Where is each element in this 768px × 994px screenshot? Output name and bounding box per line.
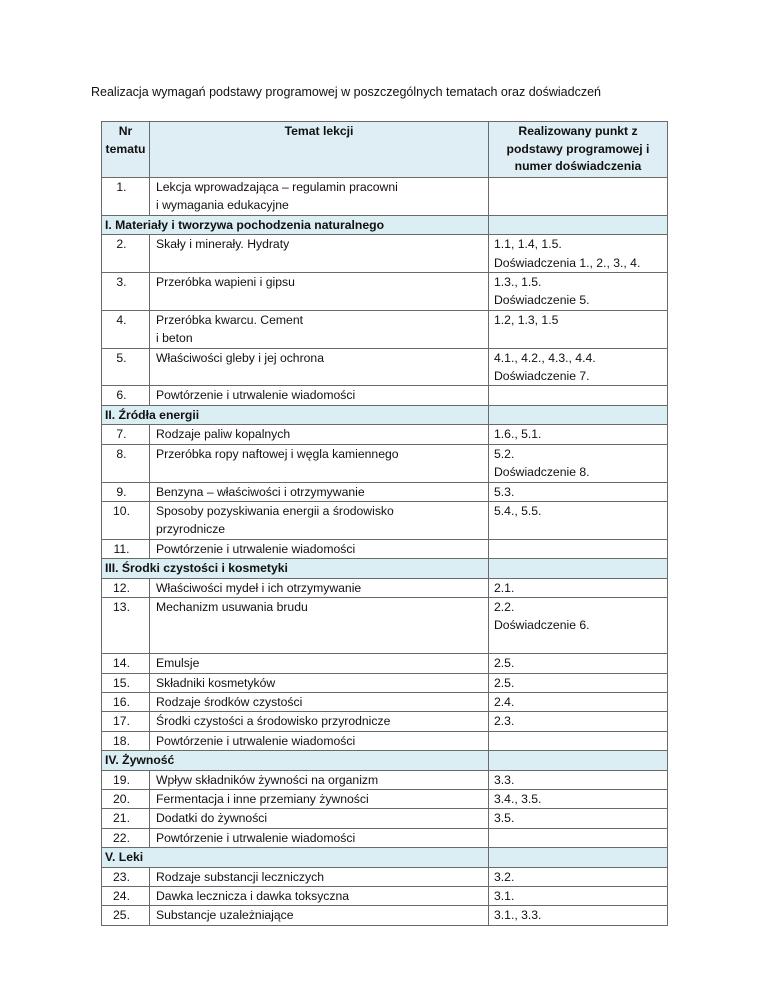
- topic-line: Powtórzenie i utrwalenie wiadomości: [156, 830, 356, 845]
- topic-cell: [150, 539, 489, 558]
- point-line: 2.3.: [494, 714, 515, 729]
- topic-number: 16.: [102, 692, 150, 711]
- section-point-cell: [489, 405, 668, 424]
- topic-line: i beton: [156, 331, 193, 346]
- table-row: [102, 887, 668, 906]
- point-line: 2.2.: [494, 599, 515, 614]
- topic-line: Mechanizm usuwania brudu: [156, 599, 308, 614]
- point-line: 3.1.: [494, 889, 515, 903]
- table-row: [102, 578, 668, 597]
- topic-line: Dodatki do żywności: [156, 811, 268, 826]
- table-header: [102, 122, 668, 178]
- section-row: [102, 559, 668, 578]
- point-cell: [489, 789, 668, 808]
- topic-number: 2.: [102, 235, 150, 273]
- table-row: [102, 501, 668, 539]
- section-point-cell: [489, 848, 668, 867]
- topic-cell: [150, 828, 489, 847]
- section-heading: II. Źródła energii: [102, 405, 489, 424]
- point-line: Doświadczenie 7.: [494, 369, 590, 384]
- topic-number: 12.: [102, 578, 150, 597]
- topic-cell: [150, 444, 489, 482]
- point-line: 3.5.: [494, 811, 515, 826]
- topic-number: 22.: [102, 828, 150, 847]
- table-row: [102, 654, 668, 673]
- table-row: [102, 597, 668, 653]
- point-cell: [489, 712, 668, 731]
- point-line: 3.2.: [494, 869, 515, 884]
- topic-number: 24.: [102, 887, 150, 906]
- table-row: [102, 712, 668, 731]
- topic-cell: [150, 425, 489, 444]
- topic-line: Powtórzenie i utrwalenie wiadomości: [156, 388, 356, 403]
- topic-cell: [150, 386, 489, 405]
- topic-number: 8.: [102, 444, 150, 482]
- point-cell: [489, 887, 668, 906]
- topic-line: Substancje uzależniające: [156, 908, 294, 923]
- table-row: [102, 482, 668, 501]
- table-row: [102, 692, 668, 711]
- point-line: 2.5.: [494, 656, 515, 671]
- point-line: 5.3.: [494, 484, 515, 499]
- topic-cell: [150, 654, 489, 673]
- topic-cell: [150, 770, 489, 789]
- point-line: 5.4., 5.5.: [494, 503, 542, 518]
- section-heading: V. Leki: [102, 848, 489, 867]
- topic-cell: [150, 809, 489, 828]
- topic-number: 6.: [102, 386, 150, 405]
- table-row: [102, 828, 668, 847]
- topic-number: 19.: [102, 770, 150, 789]
- table-row: [102, 178, 668, 216]
- topic-cell: [150, 310, 489, 348]
- table-row: [102, 867, 668, 886]
- point-line: 1.2, 1.3, 1.5: [494, 312, 559, 327]
- point-line: Doświadczenie 6.: [494, 618, 590, 633]
- topic-cell: [150, 578, 489, 597]
- point-line: 2.1.: [494, 580, 515, 595]
- table-row: [102, 348, 668, 386]
- section-row: [102, 751, 668, 770]
- point-cell: [489, 867, 668, 886]
- topic-number: 3.: [102, 273, 150, 311]
- topic-line: Rodzaje środków czystości: [156, 694, 303, 709]
- topic-cell: [150, 178, 489, 216]
- topic-line: Przeróbka wapieni i gipsu: [156, 275, 295, 290]
- topic-line: Powtórzenie i utrwalenie wiadomości: [156, 541, 356, 556]
- point-cell: [489, 654, 668, 673]
- header-nr: Nr tematu: [102, 122, 150, 178]
- topic-number: 14.: [102, 654, 150, 673]
- point-line: 3.4., 3.5.: [494, 791, 542, 806]
- topic-line: i wymagania edukacyjne: [156, 198, 289, 213]
- topic-number: 1.: [102, 178, 150, 216]
- point-line: 2.4.: [494, 694, 515, 709]
- topic-cell: [150, 348, 489, 386]
- point-line: 1.3., 1.5.: [494, 275, 542, 290]
- point-cell: [489, 692, 668, 711]
- topic-number: 11.: [102, 539, 150, 558]
- point-cell: [489, 425, 668, 444]
- section-row: [102, 848, 668, 867]
- point-line: 3.1., 3.3.: [494, 908, 542, 923]
- topic-cell: [150, 867, 489, 886]
- table-row: [102, 425, 668, 444]
- point-cell: [489, 578, 668, 597]
- topic-line: Właściwości mydeł i ich otrzymywanie: [156, 580, 362, 595]
- point-line: Doświadczenie 8.: [494, 465, 590, 480]
- section-heading: IV. Żywność: [102, 751, 489, 770]
- topic-line: Dawka lecznicza i dawka toksyczna: [156, 889, 350, 903]
- section-row: [102, 215, 668, 234]
- section-heading: I. Materiały i tworzywa pochodzenia naturalnego: [102, 215, 489, 234]
- point-cell: [489, 809, 668, 828]
- topic-number: 18.: [102, 731, 150, 750]
- topic-line: Wpływ składników żywności na organizm: [156, 772, 379, 787]
- topic-cell: [150, 712, 489, 731]
- curriculum-table: [101, 121, 668, 926]
- topic-number: 5.: [102, 348, 150, 386]
- point-cell: [489, 444, 668, 482]
- topic-number: 25.: [102, 906, 150, 925]
- topic-line: Przeróbka kwarcu. Cement: [156, 312, 303, 327]
- topic-cell: [150, 731, 489, 750]
- topic-number: 13.: [102, 597, 150, 653]
- topic-line: Fermentacja i inne przemiany żywności: [156, 791, 369, 806]
- point-cell: [489, 673, 668, 692]
- point-cell: [489, 597, 668, 653]
- table-row: [102, 809, 668, 828]
- header-point: Realizowany punkt z podstawy programowej i numer doświadczenia: [489, 122, 668, 178]
- point-line: Doświadczenia 1., 2., 3., 4.: [494, 255, 641, 270]
- point-cell: [489, 906, 668, 925]
- topic-number: 15.: [102, 673, 150, 692]
- topic-line: przyrodnicze: [156, 522, 226, 537]
- point-cell: [489, 273, 668, 311]
- topic-cell: [150, 273, 489, 311]
- topic-cell: [150, 597, 489, 653]
- point-cell: [489, 178, 668, 216]
- topic-line: Lekcja wprowadzająca – regulamin pracowni: [156, 180, 398, 194]
- topic-number: 21.: [102, 809, 150, 828]
- header-topic: Temat lekcji: [150, 122, 489, 178]
- topic-line: Powtórzenie i utrwalenie wiadomości: [156, 733, 356, 748]
- point-line: 3.3.: [494, 772, 515, 787]
- topic-number: 9.: [102, 482, 150, 501]
- topic-number: 7.: [102, 425, 150, 444]
- topic-cell: [150, 482, 489, 501]
- point-cell: [489, 828, 668, 847]
- topic-cell: [150, 887, 489, 906]
- point-line: 1.1, 1.4, 1.5.: [494, 237, 562, 252]
- point-cell: [489, 386, 668, 405]
- topic-line: Właściwości gleby i jej ochrona: [156, 350, 324, 365]
- table-body: [102, 178, 668, 926]
- table-row: [102, 731, 668, 750]
- topic-line: Benzyna – właściwości i otrzymywanie: [156, 484, 365, 499]
- section-point-cell: [489, 559, 668, 578]
- table-row: [102, 444, 668, 482]
- topic-cell: [150, 692, 489, 711]
- topic-number: 10.: [102, 501, 150, 539]
- table-row: [102, 310, 668, 348]
- topic-cell: [150, 906, 489, 925]
- point-cell: [489, 731, 668, 750]
- section-point-cell: [489, 215, 668, 234]
- point-line: 4.1., 4.2., 4.3., 4.4.: [494, 350, 596, 365]
- point-line: Doświadczenie 5.: [494, 293, 590, 308]
- point-cell: [489, 539, 668, 558]
- point-cell: [489, 310, 668, 348]
- point-line: 2.5.: [494, 675, 515, 690]
- topic-cell: [150, 789, 489, 808]
- topic-line: Środki czystości a środowisko przyrodnicze: [156, 714, 391, 729]
- section-row: [102, 405, 668, 424]
- table-row: [102, 770, 668, 789]
- topic-line: Rodzaje substancji leczniczych: [156, 869, 324, 884]
- point-cell: [489, 235, 668, 273]
- section-heading: III. Środki czystości i kosmetyki: [102, 559, 489, 578]
- point-cell: [489, 482, 668, 501]
- topic-number: 17.: [102, 712, 150, 731]
- topic-line: Rodzaje paliw kopalnych: [156, 427, 291, 442]
- point-line: 5.2.: [494, 446, 515, 461]
- point-cell: [489, 348, 668, 386]
- table-row: [102, 273, 668, 311]
- table-row: [102, 906, 668, 925]
- point-line: 1.6., 5.1.: [494, 427, 542, 442]
- point-cell: [489, 770, 668, 789]
- topic-cell: [150, 673, 489, 692]
- table-row: [102, 789, 668, 808]
- topic-cell: [150, 501, 489, 539]
- topic-number: 23.: [102, 867, 150, 886]
- topic-line: Składniki kosmetyków: [156, 675, 276, 690]
- point-cell: [489, 501, 668, 539]
- table-row: [102, 539, 668, 558]
- topic-number: 20.: [102, 789, 150, 808]
- topic-line: Emulsje: [156, 656, 200, 671]
- page-title: Realizacja wymagań podstawy programowej w poszczególnych tematach oraz doświadczeń: [91, 85, 601, 99]
- topic-line: Sposoby pozyskiwania energii a środowisko: [156, 503, 394, 518]
- section-point-cell: [489, 751, 668, 770]
- topic-number: 4.: [102, 310, 150, 348]
- table-row: [102, 386, 668, 405]
- topic-line: Skały i minerały. Hydraty: [156, 237, 290, 252]
- topic-cell: [150, 235, 489, 273]
- topic-line: Przeróbka ropy naftowej i węgla kamiennego: [156, 446, 399, 461]
- table-row: [102, 673, 668, 692]
- header-row: [102, 122, 668, 178]
- table-row: [102, 235, 668, 273]
